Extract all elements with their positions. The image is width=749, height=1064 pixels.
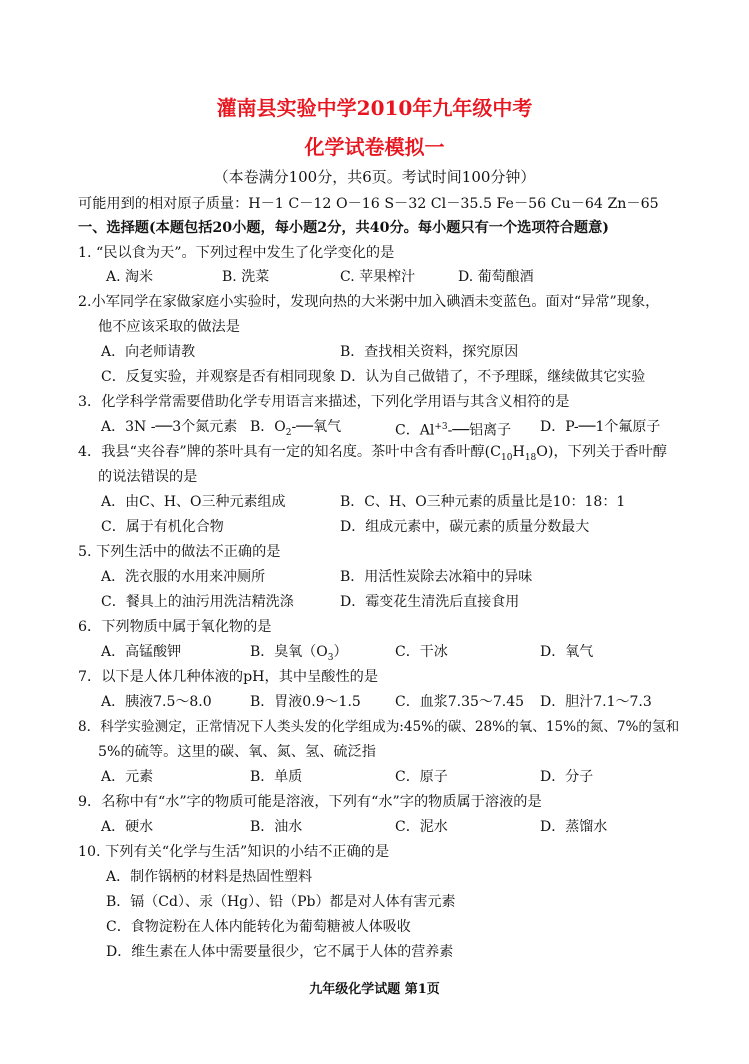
question-option: D．分子	[540, 769, 594, 785]
exam-info: （本卷满分100分，共6页。考试时间100分钟）	[213, 168, 536, 186]
question-stem: 6．下列物质中属于氧化物的是	[78, 619, 272, 635]
atomic-masses: 可能用到的相对原子质量：H－1 C－12 O－16 S－32 Cl－35.5 Fe－56 Cu－64 Zn－65	[78, 196, 659, 212]
option-text: B．O	[250, 419, 286, 435]
question-option: D．维生素在人体中需要量很少，它不属于人体的营养素	[106, 944, 454, 960]
exam-subtitle: 化学试卷模拟一	[304, 135, 445, 159]
question-stem: 1. “民以食为天”。下列过程中发生了化学变化的是	[78, 245, 395, 261]
option-text: -──铝离子	[447, 422, 512, 439]
question-stem: 3．化学科学常需要借助化学专用语言来描述，下列化学用语与其含义相符的是	[78, 394, 570, 410]
question-option: C．属于有机化合物	[101, 519, 224, 535]
question-option: A．硬水	[101, 819, 154, 835]
superscript: +3	[434, 422, 448, 432]
option-text: C．Al	[395, 422, 435, 439]
question-option: A．3N -──3个氮元素	[101, 419, 238, 435]
question-option: B．查找相关资料，探究原因	[340, 344, 519, 360]
option-text: B．臭氧（O	[250, 644, 328, 660]
question-option: A．由C、H、O三种元素组成	[101, 494, 286, 510]
question-option: B．胃液0.9～1.5	[250, 694, 361, 710]
question-option: D．胆汁7.1～7.3	[540, 694, 652, 710]
question-option: A．胰液7.5～8.0	[101, 694, 212, 710]
subscript: 3	[327, 652, 334, 663]
exam-title: 灌南县实验中学2010年九年级中考	[216, 96, 533, 120]
question-option: C．反复实验，并观察是否有相同现象	[101, 369, 336, 385]
question-option: A．洗衣服的水用来冲厕所	[101, 569, 266, 585]
question-option: A．元素	[101, 769, 154, 785]
question-option: D．P-──1个氟原子	[540, 419, 661, 435]
question-option: D．认为自己做错了，不予理睬，继续做其它实验	[340, 369, 646, 385]
question-option: A．向老师请教	[101, 344, 196, 360]
question-stem	[78, 443, 667, 467]
question-option: C．血浆7.35～7.45	[395, 694, 525, 710]
subscript: 2	[285, 427, 292, 438]
question-stem: 8．科学实验测定，正常情况下人类头发的化学组成为:45%的碳、28%的氧、15%的氮、7%的氢和	[78, 719, 680, 735]
question-option: C．食物淀粉在人体内能转化为葡萄糖被人体吸收	[106, 919, 411, 935]
question-option: C．干冰	[395, 644, 448, 660]
question-option: B．镉（Cd）、汞（Hg）、铅（Pb）都是对人体有害元素	[106, 894, 456, 910]
stem-text: O)，下列关于香叶醇	[536, 444, 667, 460]
stem-text: 4．我县“夹谷春”牌的茶叶具有一定的知名度。茶叶中含有香叶醇(C	[78, 444, 501, 460]
option-text: ）	[333, 644, 348, 660]
question-option: D．霉变花生清洗后直接食用	[340, 594, 520, 610]
question-option: C．餐具上的油污用洗洁精洗涤	[101, 594, 294, 610]
subscript: 10	[501, 452, 513, 463]
question-option: C．原子	[395, 769, 448, 785]
question-option: D. 葡萄酿酒	[458, 269, 534, 285]
page-footer: 九年级化学试题 第1页	[309, 982, 440, 997]
question-option: B．C、H、O三种元素的质量比是10：18：1	[340, 494, 626, 510]
question-option: A．制作锅柄的材料是热固性塑料	[106, 869, 313, 885]
question-option: A. 淘米	[106, 269, 154, 285]
question-option: B．用活性炭除去冰箱中的异味	[340, 569, 533, 585]
question-stem: 9．名称中有“水”字的物质可能是溶液，下列有“水”字的物质属于溶液的是	[78, 794, 542, 810]
question-option: B．油水	[250, 819, 303, 835]
question-stem: 5. 下列生活中的做法不正确的是	[78, 544, 281, 560]
question-stem-cont: 他不应该采取的做法是	[98, 319, 240, 335]
question-option	[395, 418, 511, 440]
question-stem: 7．以下是人体几种体液的pH，其中呈酸性的是	[78, 669, 379, 685]
question-stem: 2.小军同学在家做家庭小实验时，发现向热的大米粥中加入碘酒未变蓝色。面对“异常”现象，	[78, 294, 660, 310]
question-option	[250, 418, 341, 442]
question-option: A．高锰酸钾	[101, 644, 182, 660]
question-option: D．组成元素中，碳元素的质量分数最大	[340, 519, 590, 535]
option-text: -──氧气	[291, 419, 342, 435]
question-option	[250, 643, 348, 667]
question-option: D．蒸馏水	[540, 819, 608, 835]
question-option: B. 洗菜	[222, 269, 270, 285]
question-option: B．单质	[250, 769, 303, 785]
section-heading: 一、选择题(本题包括20小题，每小题2分，共40分。每小题只有一个选项符合题意)	[78, 220, 609, 236]
question-option: D．氧气	[540, 644, 594, 660]
question-option: C. 苹果榨汁	[340, 269, 416, 285]
stem-text: H	[512, 444, 525, 460]
subscript: 18	[524, 452, 537, 463]
question-stem: 10. 下列有关“化学与生活”知识的小结不正确的是	[78, 844, 390, 860]
question-option: C．泥水	[395, 819, 448, 835]
question-stem-cont: 的说法错误的是	[98, 469, 198, 485]
question-stem-cont: 5%的硫等。这里的碳、氧、氮、氢、硫泛指	[98, 744, 376, 760]
